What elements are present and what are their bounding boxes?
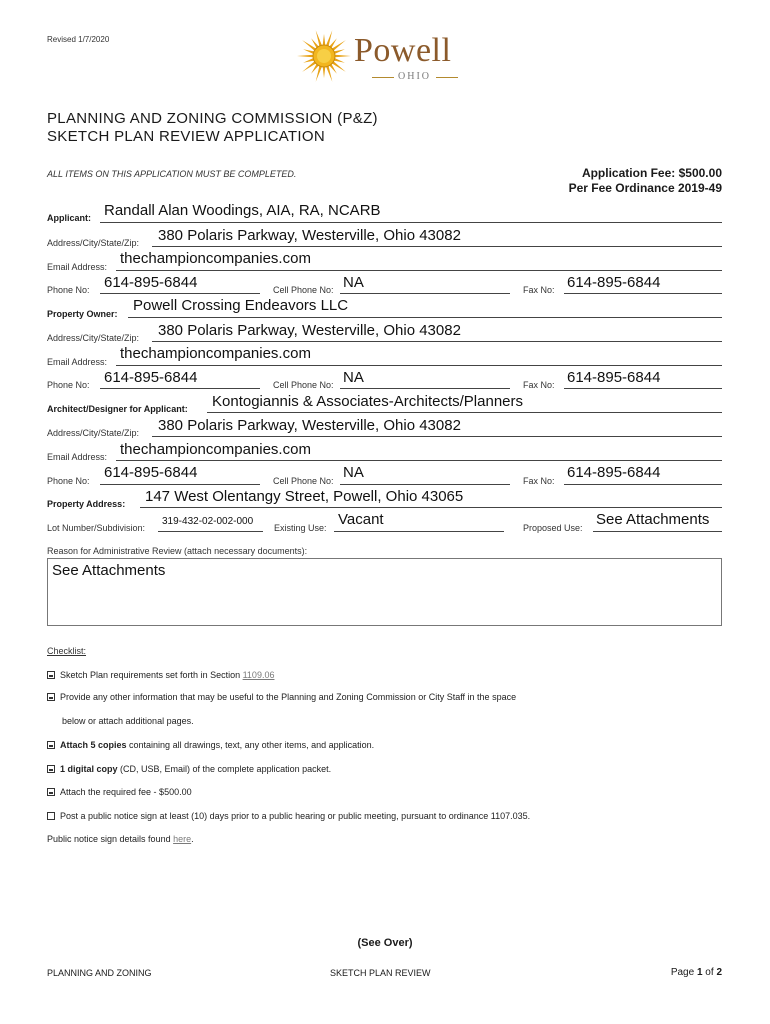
owner-cell-underline — [340, 388, 510, 389]
owner-phone-field[interactable]: 614-895-6844 — [104, 369, 198, 386]
architect-fax-underline — [564, 484, 722, 485]
proposed-use-underline — [593, 531, 722, 532]
architect-address-underline — [152, 436, 722, 437]
existing-use-label: Existing Use: — [274, 523, 327, 533]
public-notice-details: Public notice sign details found here. — [47, 834, 194, 844]
architect-fax-field[interactable]: 614-895-6844 — [567, 464, 661, 481]
owner-label: Property Owner: — [47, 309, 118, 319]
owner-underline — [128, 317, 722, 318]
checklist-item-copies: Attach 5 copies containing all drawings, text, any other items, and application. — [47, 740, 374, 750]
checkbox-public-notice[interactable] — [47, 812, 55, 820]
form-title-line2: SKETCH PLAN REVIEW APPLICATION — [47, 128, 325, 145]
fee-ordinance: Per Fee Ordinance 2019-49 — [568, 181, 722, 195]
owner-cell-field[interactable]: NA — [343, 369, 364, 386]
logo-rule-right — [436, 77, 458, 78]
architect-email-label: Email Address: — [47, 452, 108, 462]
applicant-address-field[interactable]: 380 Polaris Parkway, Westerville, Ohio 43082 — [158, 227, 461, 244]
applicant-phone-underline — [100, 293, 260, 294]
checklist-item-sketch-plan: Sketch Plan requirements set forth in Section 1109.06 — [47, 670, 274, 680]
revised-date: Revised 1/7/2020 — [47, 35, 110, 44]
footer-left: PLANNING AND ZONING — [47, 968, 152, 978]
owner-cell-label: Cell Phone No: — [273, 380, 334, 390]
logo-rule-left — [372, 77, 394, 78]
architect-email-field[interactable]: thechampioncompanies.com — [120, 441, 311, 458]
powell-logo — [296, 26, 486, 86]
owner-email-underline — [116, 365, 722, 366]
architect-phone-underline — [100, 484, 260, 485]
checklist-item-fee: Attach the required fee - $500.00 — [47, 787, 192, 797]
applicant-field[interactable]: Randall Alan Woodings, AIA, RA, NCARB — [104, 202, 381, 219]
architect-field[interactable]: Kontogiannis & Associates-Architects/Planners — [212, 393, 523, 410]
here-link[interactable]: here — [173, 834, 192, 844]
applicant-address-label: Address/City/State/Zip: — [47, 238, 140, 248]
architect-underline — [207, 412, 722, 413]
architect-cell-label: Cell Phone No: — [273, 476, 334, 486]
owner-email-field[interactable]: thechampioncompanies.com — [120, 345, 311, 362]
owner-address-label: Address/City/State/Zip: — [47, 333, 140, 343]
form-title-line1: PLANNING AND ZONING COMMISSION (P&Z) — [47, 110, 378, 127]
existing-use-field[interactable]: Vacant — [338, 511, 384, 528]
footer-center: SKETCH PLAN REVIEW — [330, 968, 431, 978]
checkbox-fee[interactable] — [47, 788, 55, 796]
applicant-cell-field[interactable]: NA — [343, 274, 364, 291]
proposed-use-label: Proposed Use: — [523, 523, 583, 533]
checkbox-sketch-plan[interactable] — [47, 671, 55, 679]
reason-value: See Attachments — [52, 562, 166, 579]
property-address-label: Property Address: — [47, 499, 126, 509]
checklist-item-other-info-cont: below or attach additional pages. — [62, 716, 194, 726]
applicant-address-underline — [152, 246, 722, 247]
logo-wordmark: Powell — [354, 32, 452, 69]
checklist-item-other-info: Provide any other information that may be useful to the Planning and Zoning Commission or City Staff in the space — [47, 692, 516, 702]
sun-icon — [296, 28, 352, 84]
applicant-phone-field[interactable]: 614-895-6844 — [104, 274, 198, 291]
checklist-item-digital: 1 digital copy (CD, USB, Email) of the complete application packet. — [47, 764, 331, 774]
architect-address-label: Address/City/State/Zip: — [47, 428, 140, 438]
checkbox-digital[interactable] — [47, 765, 55, 773]
architect-phone-field[interactable]: 614-895-6844 — [104, 464, 198, 481]
applicant-cell-underline — [340, 293, 510, 294]
see-over: (See Over) — [357, 937, 413, 949]
lot-field[interactable]: 319-432-02-002-000 — [162, 516, 254, 527]
reason-textarea[interactable] — [47, 558, 722, 626]
lot-underline — [158, 531, 263, 532]
checklist-title: Checklist: — [47, 646, 87, 656]
architect-address-field[interactable]: 380 Polaris Parkway, Westerville, Ohio 43082 — [158, 417, 461, 434]
applicant-phone-label: Phone No: — [47, 285, 90, 295]
checkbox-other-info[interactable] — [47, 693, 55, 701]
applicant-email-underline — [116, 270, 722, 271]
owner-address-field[interactable]: 380 Polaris Parkway, Westerville, Ohio 43082 — [158, 322, 461, 339]
owner-field[interactable]: Powell Crossing Endeavors LLC — [133, 297, 349, 314]
owner-address-underline — [152, 341, 722, 342]
owner-fax-label: Fax No: — [523, 380, 555, 390]
architect-label: Architect/Designer for Applicant: — [47, 404, 188, 414]
checkbox-copies[interactable] — [47, 741, 55, 749]
applicant-fax-field[interactable]: 614-895-6844 — [567, 274, 661, 291]
proposed-use-field[interactable]: See Attachments — [596, 511, 710, 528]
architect-cell-field[interactable]: NA — [343, 464, 364, 481]
lot-label: Lot Number/Subdivision: — [47, 523, 146, 533]
architect-phone-label: Phone No: — [47, 476, 90, 486]
architect-email-underline — [116, 460, 722, 461]
logo-subtitle: OHIO — [398, 71, 431, 82]
applicant-email-field[interactable]: thechampioncompanies.com — [120, 250, 311, 267]
section-link[interactable]: 1109.06 — [242, 670, 275, 680]
completion-notice: ALL ITEMS ON THIS APPLICATION MUST BE COMPLETED. — [47, 169, 297, 179]
applicant-underline — [100, 222, 722, 223]
architect-cell-underline — [340, 484, 510, 485]
property-address-field[interactable]: 147 West Olentangy Street, Powell, Ohio 43065 — [145, 488, 464, 505]
property-address-underline — [140, 507, 722, 508]
checklist-item-public-notice: Post a public notice sign at least (10) days prior to a public hearing or public meeting, pursuant to ordinance 1107.035. — [47, 811, 530, 821]
architect-fax-label: Fax No: — [523, 476, 555, 486]
owner-phone-underline — [100, 388, 260, 389]
owner-fax-underline — [564, 388, 722, 389]
owner-fax-field[interactable]: 614-895-6844 — [567, 369, 661, 386]
reason-label: Reason for Administrative Review (attach necessary documents): — [47, 546, 308, 556]
applicant-email-label: Email Address: — [47, 262, 108, 272]
applicant-label: Applicant: — [47, 213, 91, 223]
applicant-fax-label: Fax No: — [523, 285, 555, 295]
owner-email-label: Email Address: — [47, 357, 108, 367]
applicant-cell-label: Cell Phone No: — [273, 285, 334, 295]
existing-use-underline — [334, 531, 504, 532]
footer-page-number: Page 1 of 2 — [670, 967, 722, 978]
owner-phone-label: Phone No: — [47, 380, 90, 390]
applicant-fax-underline — [564, 293, 722, 294]
application-fee: Application Fee: $500.00 — [581, 166, 722, 180]
